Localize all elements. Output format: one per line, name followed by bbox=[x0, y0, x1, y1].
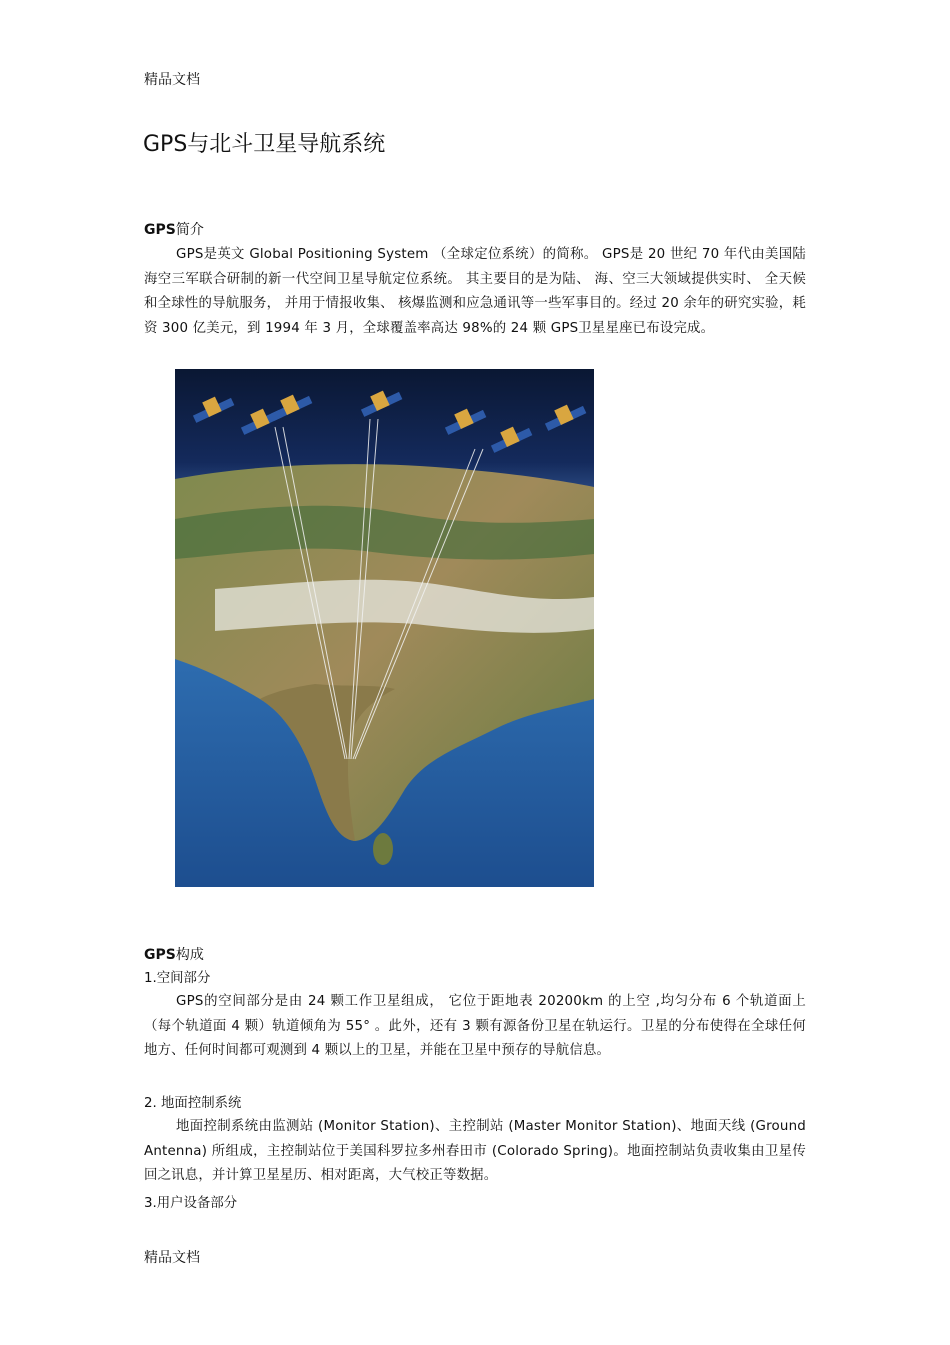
satellite-earth-illustration bbox=[175, 369, 594, 887]
space-segment-paragraph: GPS的空间部分是由 24 颗工作卫星组成， 它位于距地表 20200km 的上空 ,均匀分布 6 个轨道面上（每个轨道面 4 颗）轨道倾角为 55° 。此外，还有 3 颗有源备份卫星在轨运行。卫星的分布使得在全球任何地方、任何时间都可观测到 4 颗以上的卫星，并能在卫星中预存的导航信息。 bbox=[144, 994, 806, 1058]
intro-heading-latin: GPS bbox=[144, 222, 176, 238]
space-segment-title: 1.空间部分 bbox=[144, 971, 211, 986]
intro-paragraph: GPS是英文 Global Positioning System （全球定位系统）的简称。 GPS是 20 世纪 70 年代由美国陆海空三军联合研制的新一代空间卫星导航定位系统。 其主要目的是为陆、 海、空三大领域提供实时、 全天候和全球性的导航服务， 并用于情报收集、 核爆监测和应急通讯等一些军事目的。经过 20 余年的研究实验，耗资 300 亿美元，到 1994 年 3 月，全球覆盖率高达 98%的 24 颗 GPS卫星星座已布设完成。 bbox=[144, 247, 806, 336]
composition-heading-cjk: 构成 bbox=[175, 947, 204, 963]
gps-satellite-figure bbox=[175, 369, 594, 887]
document-title: GPS与北斗卫星导航系统 bbox=[143, 132, 386, 157]
page-footer-mark: 精品文档 bbox=[144, 1250, 200, 1266]
intro-heading bbox=[144, 221, 204, 239]
ground-control-title: 2. 地面控制系统 bbox=[144, 1096, 242, 1111]
composition-heading bbox=[144, 946, 204, 964]
user-equipment-title: 3.用户设备部分 bbox=[144, 1196, 238, 1211]
intro-heading-cjk: 简介 bbox=[175, 222, 204, 238]
page-header-mark: 精品文档 bbox=[144, 72, 200, 88]
ground-control-paragraph: 地面控制系统由监测站 (Monitor Station)、主控制站 (Master Monitor Station)、地面天线 (Ground Antenna) 所组成，主控制站位于美国科罗拉多州春田市 (Colorado Spring)。地面控制站负责收集由卫星传回之讯息，并计算卫星星历、相对距离，大气校正等数据。 bbox=[144, 1119, 806, 1183]
composition-heading-latin: GPS bbox=[144, 947, 176, 963]
sri-lanka bbox=[373, 833, 393, 865]
